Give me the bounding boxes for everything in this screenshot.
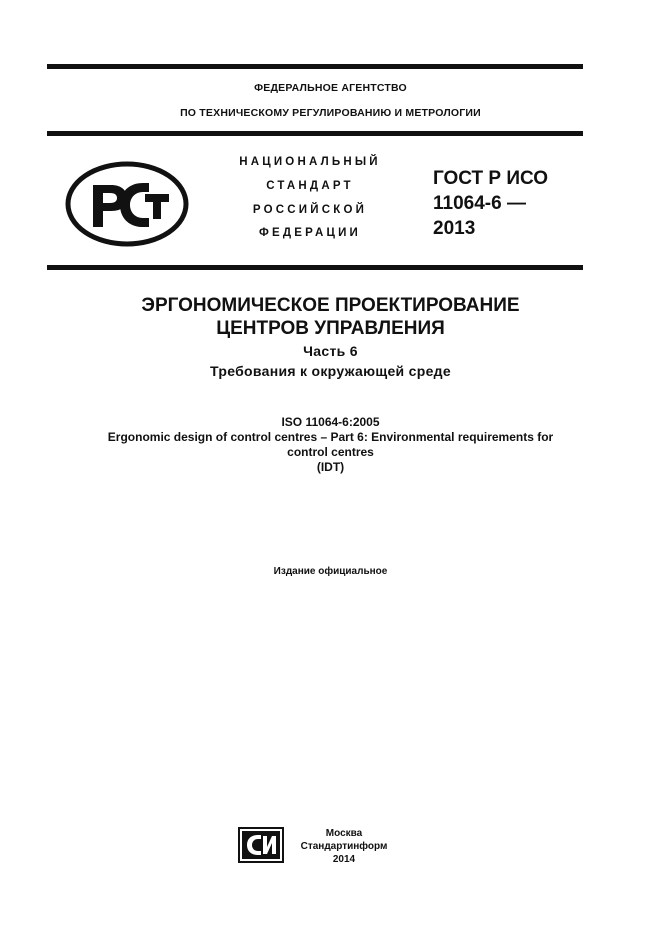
iso-title-line-1: Ergonomic design of control centres – Part 6: Environmental requirements for — [107, 430, 554, 444]
agency-line-2: ПО ТЕХНИЧЕСКОМУ РЕГУЛИРОВАНИЮ И МЕТРОЛОГИИ — [180, 107, 481, 119]
top-rule — [47, 64, 583, 69]
document-subtitle: Требования к окружающей среде — [210, 363, 451, 379]
publisher-year: 2014 — [332, 854, 356, 865]
standartinform-logo — [238, 827, 284, 863]
document-title-line-2: ЦЕНТРОВ УПРАВЛЕНИЯ — [216, 318, 445, 339]
header-divider-rule — [47, 131, 583, 136]
official-edition: Издание официальное — [273, 566, 388, 577]
gost-designation-line-1: ГОСТ Р ИСО — [433, 168, 549, 189]
bottom-header-rule — [47, 265, 583, 270]
publisher-city: Москва — [325, 828, 363, 839]
gost-designation-line-3: 2013 — [433, 218, 476, 239]
document-part: Часть 6 — [303, 343, 358, 359]
document-title-line-1: ЭРГОНОМИЧЕСКОЕ ПРОЕКТИРОВАНИЕ — [141, 295, 520, 316]
iso-title-line-2: control centres — [287, 445, 374, 459]
gost-r-logo — [65, 161, 189, 247]
gost-designation-line-2: 11064-6 — — [433, 193, 526, 214]
iso-equivalence: (IDT) — [316, 460, 345, 474]
national-standard-label-3: РОССИЙСКОЙ — [252, 204, 368, 216]
iso-number: ISO 11064-6:2005 — [281, 415, 380, 429]
national-standard-label-4: ФЕДЕРАЦИИ — [258, 227, 362, 239]
national-standard-label-1: НАЦИОНАЛЬНЫЙ — [239, 156, 381, 168]
national-standard-label-2: СТАНДАРТ — [266, 180, 354, 192]
publisher-name: Стандартинформ — [300, 841, 388, 852]
agency-line-1: ФЕДЕРАЛЬНОЕ АГЕНТСТВО — [254, 82, 407, 94]
